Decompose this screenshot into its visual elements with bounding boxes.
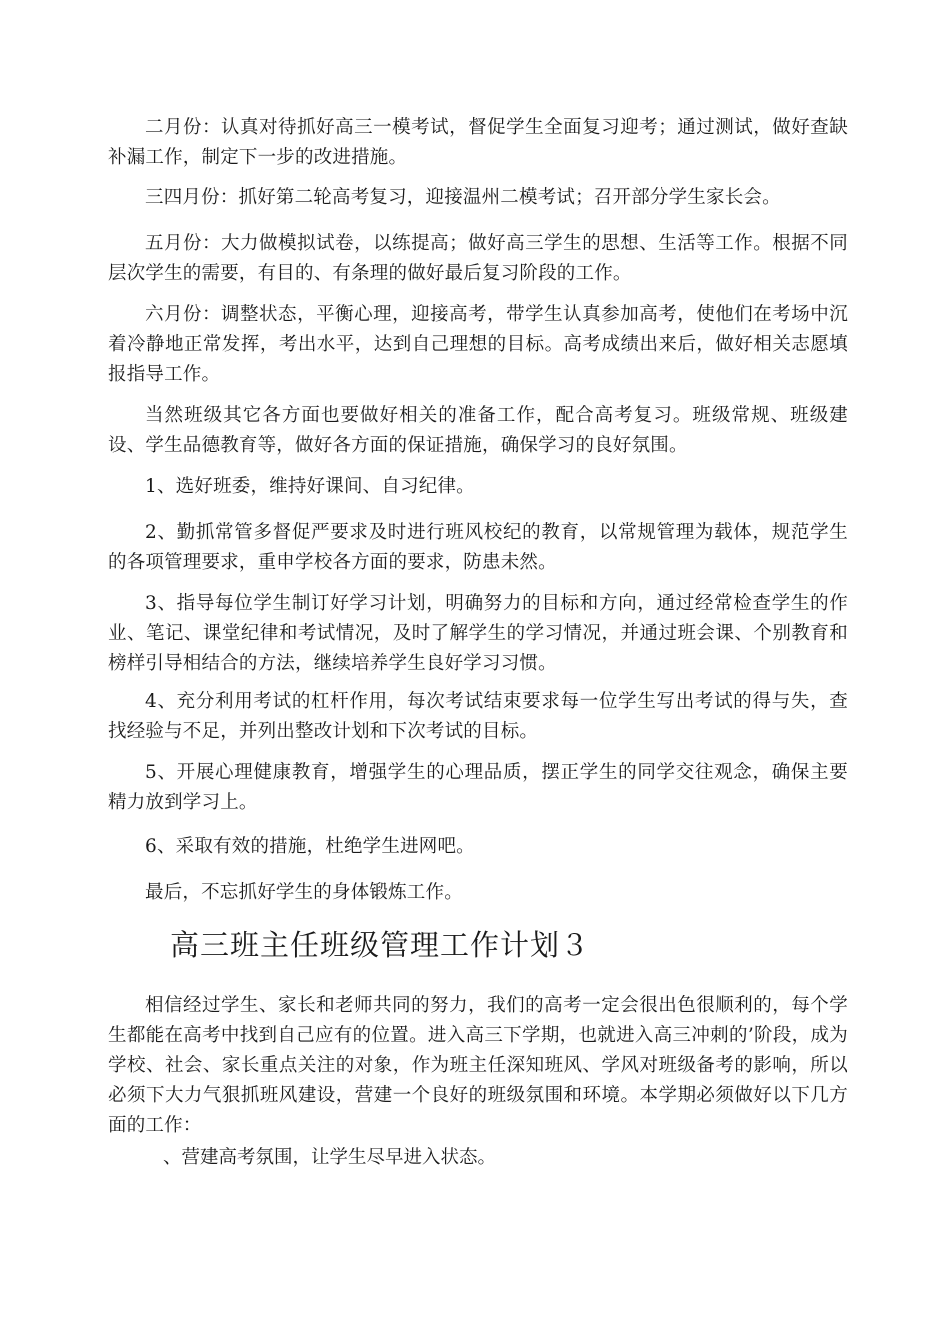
section-heading: 高三班主任班级管理工作计划３ — [170, 928, 591, 962]
paragraph-february: 二月份：认真对待抓好高三一模考试，督促学生全面复习迎考；通过测试，做好查缺补漏工作，制定下一步的改进措施。 — [108, 117, 848, 168]
list-item-6: 6、采取有效的措施，杜绝学生进网吧。 — [145, 836, 475, 857]
list-item-1: 1、选好班委，维持好课间、自习纪律。 — [145, 476, 475, 497]
section-intro-paragraph: 相信经过学生、家长和老师共同的努力，我们的高考一定会很出色很顺利的，每个学生都能在高考中找到自己应有的位置。进入高三下学期，也就进入高三冲刺的’阶段，成为学校、社会、家长重点关注的对象，作为班主任深知班风、学风对班级备考的影响，所以必须下大力气狠抓班风建设，营建一个良好的班级氛围和环境。本学期必须做好以下几方面的工作： — [108, 995, 848, 1136]
paragraph-may: 五月份：大力做模拟试卷，以练提高；做好高三学生的思想、生活等工作。根据不同层次学生的需要，有目的、有条理的做好最后复习阶段的工作。 — [108, 233, 848, 284]
list-item-5: 5、开展心理健康教育，增强学生的心理品质，摆正学生的同学交往观念，确保主要精力放到学习上。 — [108, 762, 848, 813]
paragraph-closing: 最后，不忘抓好学生的身体锻炼工作。 — [145, 882, 463, 903]
list-item-2: 2、勤抓常管多督促严要求及时进行班风校纪的教育，以常规管理为载体，规范学生的各项管理要求，重申学校各方面的要求，防患未然。 — [108, 522, 848, 573]
section-list-item: 、营建高考氛围，让学生尽早进入状态。 — [163, 1147, 497, 1168]
paragraph-march-april: 三四月份：抓好第二轮高考复习，迎接温州二模考试；召开部分学生家长会。 — [145, 187, 781, 208]
list-item-3: 3、指导每位学生制订好学习计划，明确努力的目标和方向，通过经常检查学生的作业、笔记、课堂纪律和考试情况，及时了解学生的学习情况，并通过班会课、个别教育和榜样引导相结合的方法，继续培养学生良好学习习惯。 — [108, 593, 848, 674]
list-item-4: 4、充分利用考试的杠杆作用，每次考试结束要求每一位学生写出考试的得与失，查找经验与不足，并列出整改计划和下次考试的目标。 — [108, 691, 848, 742]
paragraph-class-preparation: 当然班级其它各方面也要做好相关的准备工作，配合高考复习。班级常规、班级建设、学生品德教育等，做好各方面的保证措施，确保学习的良好氛围。 — [108, 405, 848, 456]
paragraph-june: 六月份：调整状态，平衡心理，迎接高考，带学生认真参加高考，使他们在考场中沉着冷静地正常发挥，考出水平，达到自己理想的目标。高考成绩出来后，做好相关志愿填报指导工作。 — [108, 304, 848, 385]
